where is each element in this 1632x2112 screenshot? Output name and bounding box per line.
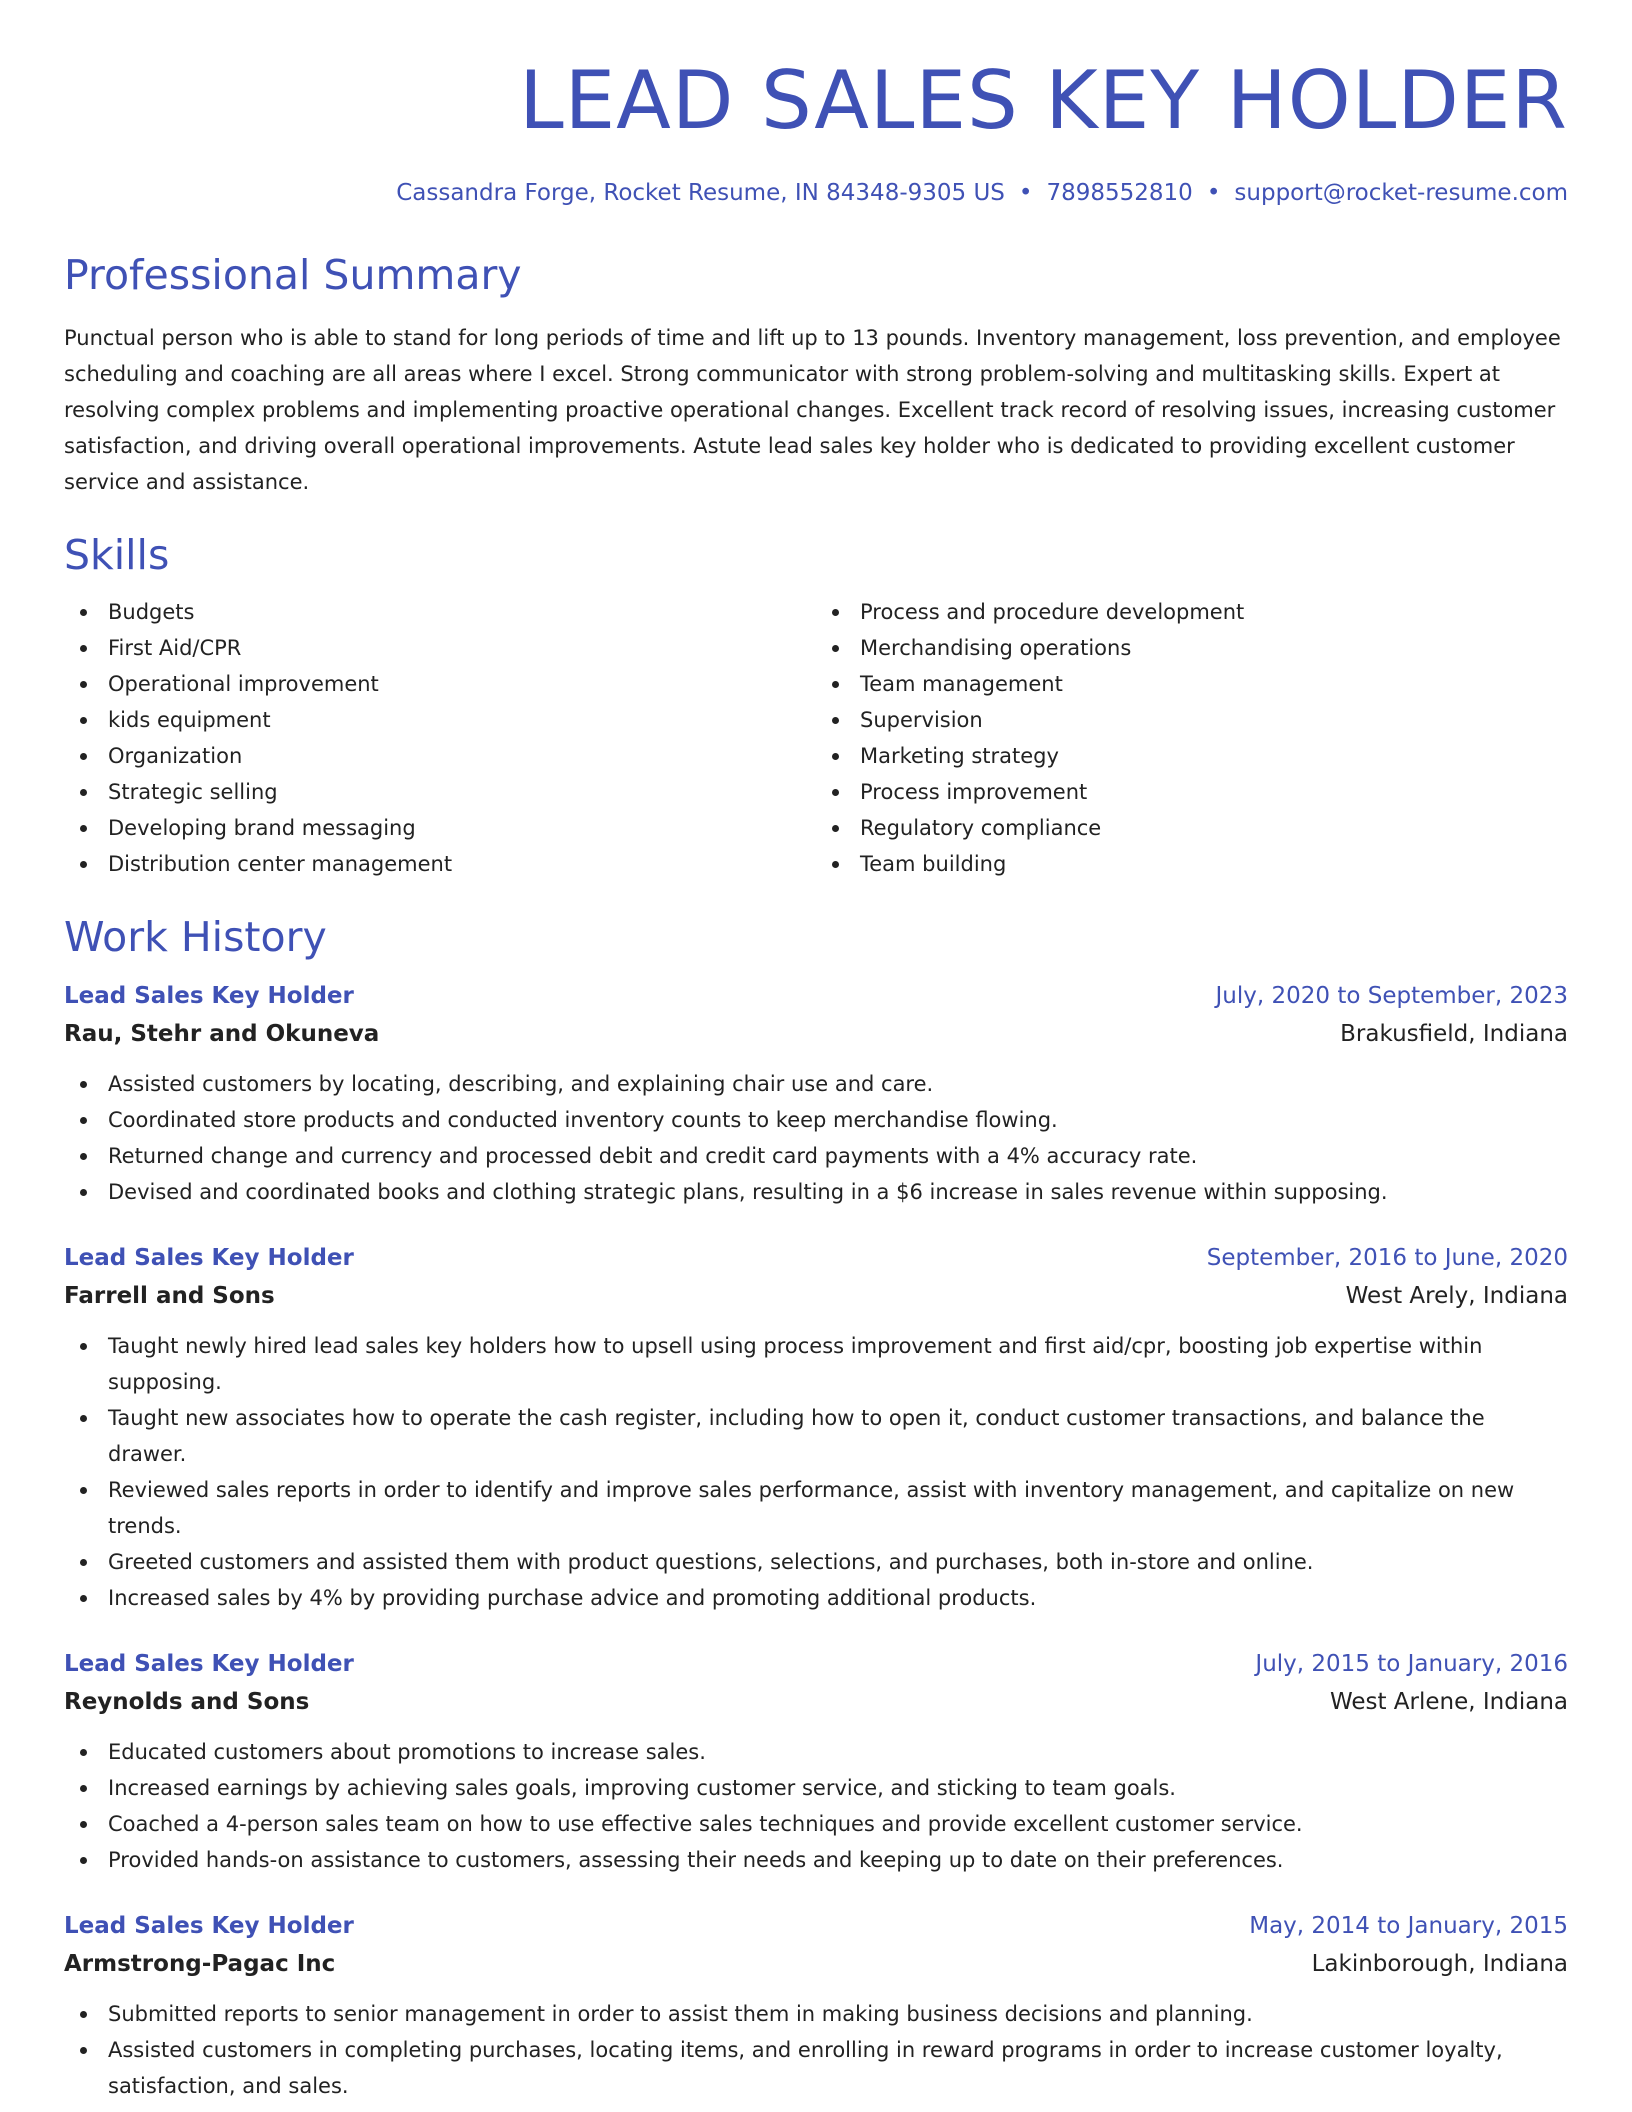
- skills-column-right: [816, 594, 1568, 882]
- job-title-row: [64, 978, 1568, 1014]
- job-bullet: Increased earnings by achieving sales goals, improving customer service, and sticking to team goals.: [64, 1770, 1568, 1806]
- job-title: Lead Sales Key Holder: [64, 1245, 354, 1271]
- skill-item: Regulatory compliance: [816, 810, 1568, 846]
- job-title: Lead Sales Key Holder: [64, 1913, 354, 1939]
- skill-item: Organization: [64, 738, 816, 774]
- skill-item: Merchandising operations: [816, 630, 1568, 666]
- skill-item: Distribution center management: [64, 846, 816, 882]
- job-bullet: Provided hands-on assistance to customers, assessing their needs and keeping up to date on their preferences.: [64, 1842, 1568, 1878]
- contact-email[interactable]: support@rocket-resume.com: [1234, 180, 1568, 206]
- job-title-row: [64, 1908, 1568, 1944]
- job-company: Armstrong-Pagac Inc: [64, 1951, 336, 1977]
- job-bullets: [64, 1328, 1568, 1616]
- work-history-list: [64, 978, 1568, 2104]
- skill-item: Team management: [816, 666, 1568, 702]
- job-bullet: Educated customers about promotions to increase sales.: [64, 1734, 1568, 1770]
- job-entry: [64, 1646, 1568, 1878]
- job-company-row: [64, 1944, 1568, 1984]
- job-location: Brakusfield, Indiana: [1340, 1021, 1568, 1047]
- skill-item: Team building: [816, 846, 1568, 882]
- job-bullet: Submitted reports to senior management in order to assist them in making business decisions and planning.: [64, 1996, 1568, 2032]
- job-bullet: Devised and coordinated books and clothing strategic plans, resulting in a $6 increase in sales revenue within supposing.: [64, 1174, 1568, 1210]
- summary-text: Punctual person who is able to stand for long periods of time and lift up to 13 pounds. Inventory management, loss prevention, and employee scheduling and coaching are all areas where I excel. Strong communicator with strong problem-solving and multitasking skills. Expert at resolving complex problems and implementing proactive operational changes. Excellent track record of resolving issues, increasing customer satisfaction, and driving overall operational improvements. Astute lead sales key holder who is dedicated to providing excellent customer service and assistance.: [64, 326, 1561, 494]
- skill-item: Process and procedure development: [816, 594, 1568, 630]
- skill-item: Marketing strategy: [816, 738, 1568, 774]
- job-title-row: [64, 1240, 1568, 1276]
- skill-item: Supervision: [816, 702, 1568, 738]
- job-bullets: [64, 1734, 1568, 1878]
- job-company-row: [64, 1014, 1568, 1054]
- job-company: Reynolds and Sons: [64, 1689, 310, 1715]
- job-dates: July, 2015 to January, 2016: [1255, 1651, 1568, 1677]
- job-entry: [64, 1240, 1568, 1616]
- skills-column-left: [64, 594, 816, 882]
- job-bullet: Taught newly hired lead sales key holders how to upsell using process improvement and first aid/cpr, boosting job expertise within supposing.: [64, 1328, 1568, 1400]
- skill-item: Process improvement: [816, 774, 1568, 810]
- skills-grid: [64, 594, 1568, 882]
- job-company-row: [64, 1682, 1568, 1722]
- contact-line: [64, 178, 1568, 208]
- skill-item: First Aid/CPR: [64, 630, 816, 666]
- skill-item: Developing brand messaging: [64, 810, 816, 846]
- contact-address: Cassandra Forge, Rocket Resume, IN 84348-9305 US: [396, 180, 1005, 206]
- skill-item: Operational improvement: [64, 666, 816, 702]
- job-title: Lead Sales Key Holder: [64, 1651, 354, 1677]
- job-entry: [64, 978, 1568, 1210]
- job-bullet: Coordinated store products and conducted inventory counts to keep merchandise flowing.: [64, 1102, 1568, 1138]
- job-location: Lakinborough, Indiana: [1311, 1951, 1568, 1977]
- job-dates: September, 2016 to June, 2020: [1206, 1245, 1568, 1271]
- job-location: West Arely, Indiana: [1345, 1283, 1568, 1309]
- job-bullet: Coached a 4-person sales team on how to use effective sales techniques and provide excellent customer service.: [64, 1806, 1568, 1842]
- contact-separator: •: [1206, 180, 1221, 206]
- job-bullets: [64, 1066, 1568, 1210]
- job-location: West Arlene, Indiana: [1329, 1689, 1568, 1715]
- skills-heading: Skills: [64, 531, 170, 579]
- job-bullet: Increased sales by 4% by providing purchase advice and promoting additional products.: [64, 1580, 1568, 1616]
- resume-title: LEAD SALES KEY HOLDER: [519, 54, 1568, 147]
- job-company-row: [64, 1276, 1568, 1316]
- job-company: Rau, Stehr and Okuneva: [64, 1021, 380, 1047]
- job-bullet: Greeted customers and assisted them with product questions, selections, and purchases, both in-store and online.: [64, 1544, 1568, 1580]
- job-title: Lead Sales Key Holder: [64, 983, 354, 1009]
- job-bullet: Returned change and currency and processed debit and credit card payments with a 4% accuracy rate.: [64, 1138, 1568, 1174]
- skill-item: Strategic selling: [64, 774, 816, 810]
- job-dates: May, 2014 to January, 2015: [1249, 1913, 1568, 1939]
- job-dates: July, 2020 to September, 2023: [1215, 983, 1568, 1009]
- summary-heading: Professional Summary: [64, 251, 522, 299]
- contact-separator: •: [1018, 180, 1033, 206]
- job-bullet: Assisted customers by locating, describing, and explaining chair use and care.: [64, 1066, 1568, 1102]
- job-company: Farrell and Sons: [64, 1283, 275, 1309]
- skill-item: kids equipment: [64, 702, 816, 738]
- job-title-row: [64, 1646, 1568, 1682]
- job-bullet: Taught new associates how to operate the cash register, including how to open it, conduct customer transactions, and balance the drawer.: [64, 1400, 1568, 1472]
- job-bullet: Assisted customers in completing purchases, locating items, and enrolling in reward programs in order to increase customer loyalty, satisfaction, and sales.: [64, 2032, 1568, 2104]
- job-entry: [64, 1908, 1568, 2104]
- job-bullets: [64, 1996, 1568, 2104]
- work-history-heading: Work History: [64, 913, 327, 961]
- job-bullet: Reviewed sales reports in order to identify and improve sales performance, assist with inventory management, and capitalize on new trends.: [64, 1472, 1568, 1544]
- contact-phone: 7898552810: [1046, 180, 1193, 206]
- skill-item: Budgets: [64, 594, 816, 630]
